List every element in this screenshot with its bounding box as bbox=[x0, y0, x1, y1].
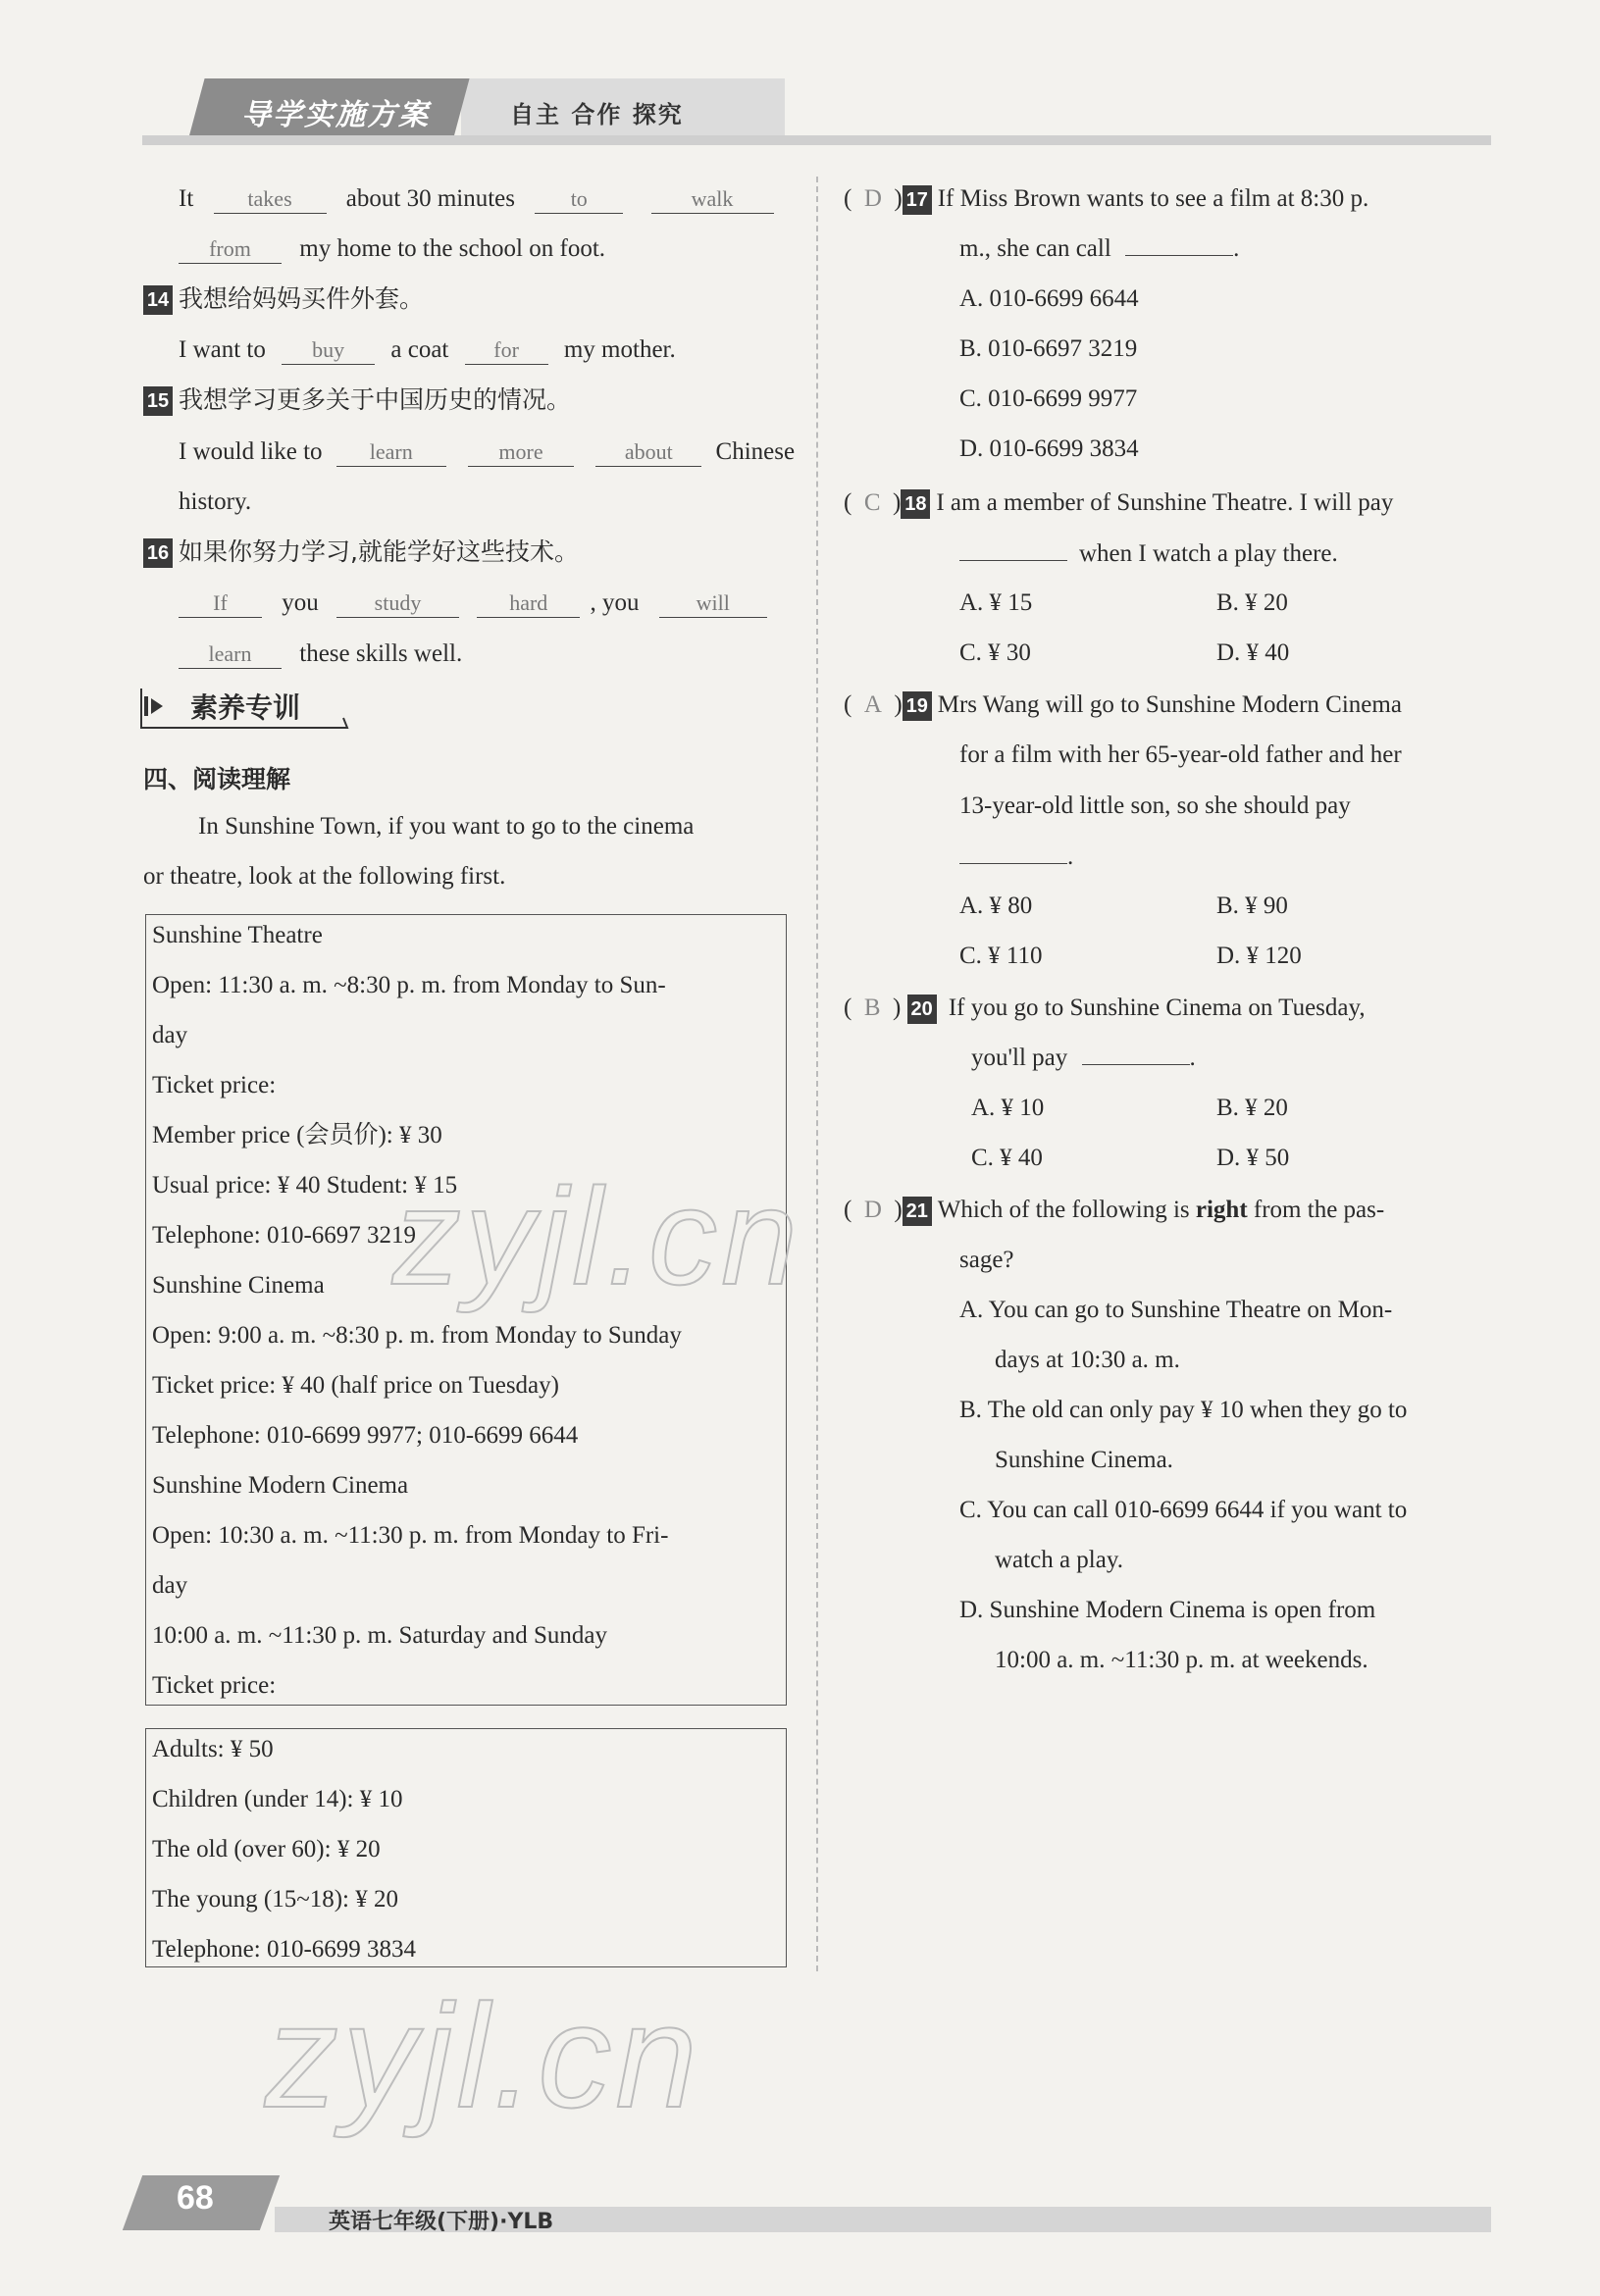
option: D. ¥ 120 bbox=[1216, 943, 1302, 969]
box-line: Open: 10:30 a. m. ~11:30 p. m. from Monday to Fri- bbox=[152, 1522, 669, 1549]
answer-blank bbox=[1082, 1064, 1190, 1065]
q19-stem-line4 bbox=[959, 841, 1073, 874]
answer-letter: D bbox=[863, 1197, 882, 1223]
text: It bbox=[179, 185, 194, 212]
q14-prompt bbox=[143, 282, 424, 316]
q18-stem-line2 bbox=[959, 537, 1338, 571]
question-text: Mrs Wang will go to Sunshine Modern Cinema bbox=[937, 691, 1402, 718]
answer-blank: from bbox=[179, 235, 282, 264]
q19-stem-line2: for a film with her 65-year-old father and her bbox=[959, 741, 1402, 768]
question-text: If Miss Brown wants to see a film at 8:30 p. bbox=[937, 185, 1369, 212]
question-text: Which of the following is bbox=[937, 1197, 1190, 1223]
option: A. 010-6699 6644 bbox=[959, 285, 1139, 312]
answer-bracket: ( B ) bbox=[844, 995, 902, 1021]
question-text: m., she can call bbox=[959, 235, 1111, 262]
text: . bbox=[1233, 235, 1240, 262]
option: A. ¥ 15 bbox=[959, 589, 1033, 616]
q19-stem-line3: 13-year-old little son, so she should pay bbox=[959, 792, 1351, 819]
passage-intro-line1: In Sunshine Town, if you want to go to the cinema bbox=[198, 813, 695, 840]
text: . bbox=[1067, 843, 1074, 870]
box-line: Open: 9:00 a. m. ~8:30 p. m. from Monday to Sunday bbox=[152, 1322, 682, 1349]
answer-blank: walk bbox=[651, 185, 774, 214]
answer-blank: about bbox=[595, 438, 701, 467]
q15-prompt bbox=[143, 383, 571, 417]
answer-blank bbox=[959, 863, 1067, 864]
box-line: Ticket price: bbox=[152, 1672, 277, 1699]
question-text: I am a member of Sunshine Theatre. I will pay bbox=[936, 489, 1394, 516]
q17-stem bbox=[844, 182, 1368, 216]
q13-line2 bbox=[179, 232, 605, 266]
box-line: The young (15~18): ¥ 20 bbox=[152, 1886, 398, 1913]
q17-stem-line2 bbox=[959, 232, 1239, 266]
question-number: 19 bbox=[903, 691, 932, 721]
option-cont: 10:00 a. m. ~11:30 p. m. at weekends. bbox=[995, 1647, 1368, 1673]
text: you bbox=[282, 589, 319, 616]
question-number: 16 bbox=[143, 538, 173, 568]
answer-blank bbox=[1125, 255, 1233, 256]
question-number: 15 bbox=[143, 386, 173, 416]
header-subtitle: 自主 合作 探究 bbox=[510, 101, 684, 128]
answer-letter: C bbox=[863, 489, 881, 516]
answer-letter: B bbox=[863, 995, 881, 1021]
option: A. ¥ 10 bbox=[971, 1095, 1045, 1121]
subsection-title: 四、阅读理解 bbox=[143, 765, 291, 793]
answer-blank: hard bbox=[477, 589, 580, 618]
text: , you bbox=[590, 589, 640, 616]
question-text: when I watch a play there. bbox=[1079, 540, 1338, 567]
option: C. ¥ 110 bbox=[959, 943, 1043, 969]
box-line: Open: 11:30 a. m. ~8:30 p. m. from Monday to Sun- bbox=[152, 972, 666, 998]
question-number: 20 bbox=[907, 995, 937, 1024]
box-line: Telephone: 010-6699 3834 bbox=[152, 1936, 417, 1963]
watermark-logo: zyjl.cn bbox=[265, 1973, 701, 2138]
text: these skills well. bbox=[299, 640, 463, 667]
option: D. ¥ 40 bbox=[1216, 639, 1290, 666]
option: B. ¥ 90 bbox=[1216, 893, 1288, 919]
text: I would like to bbox=[179, 438, 323, 465]
question-number: 14 bbox=[143, 285, 173, 315]
box-line: Sunshine Cinema bbox=[152, 1272, 325, 1299]
footer-book-title: 英语七年级(下册)·YLB bbox=[329, 2210, 554, 2234]
question-number: 17 bbox=[903, 185, 932, 215]
q20-stem-line2 bbox=[971, 1042, 1196, 1075]
text: my mother. bbox=[563, 336, 676, 363]
header-title: 导学实施方案 bbox=[241, 98, 430, 132]
q18-stem bbox=[844, 486, 1393, 520]
question-number: 21 bbox=[903, 1197, 932, 1226]
option-cont: Sunshine Cinema. bbox=[995, 1447, 1173, 1473]
box-line: Ticket price: ¥ 40 (half price on Tuesday) bbox=[152, 1372, 559, 1399]
box-line: day bbox=[152, 1572, 188, 1599]
option: D. Sunshine Modern Cinema is open from bbox=[959, 1597, 1376, 1623]
question-text: from the pas- bbox=[1253, 1197, 1385, 1223]
box-line: Usual price: ¥ 40 Student: ¥ 15 bbox=[152, 1172, 458, 1199]
box-line: Sunshine Modern Cinema bbox=[152, 1472, 409, 1499]
box-line: Telephone: 010-6697 3219 bbox=[152, 1222, 417, 1249]
option: A. ¥ 80 bbox=[959, 893, 1033, 919]
chinese-sentence: 如果你努力学习,就能学好这些技术。 bbox=[179, 537, 579, 566]
answer-letter: D bbox=[863, 185, 882, 212]
q19-stem bbox=[844, 689, 1402, 722]
column-divider bbox=[816, 177, 818, 1971]
q16-answer-line1 bbox=[179, 587, 767, 620]
answer-blank: for bbox=[465, 336, 548, 365]
option: C. You can call 010-6699 6644 if you want to bbox=[959, 1497, 1408, 1523]
text: I want to bbox=[179, 336, 266, 363]
box-line: Ticket price: bbox=[152, 1072, 277, 1098]
q15-answer-line bbox=[179, 435, 795, 469]
page-number: 68 bbox=[177, 2179, 214, 2217]
emphasis-word: right bbox=[1195, 1197, 1248, 1223]
box-line: The old (over 60): ¥ 20 bbox=[152, 1836, 381, 1862]
option: D. 010-6699 3834 bbox=[959, 435, 1139, 462]
answer-blank bbox=[959, 560, 1067, 561]
answer-letter: A bbox=[863, 691, 882, 718]
box-line: Member price (会员价): ¥ 30 bbox=[152, 1122, 442, 1148]
q13-line1 bbox=[179, 182, 774, 216]
q20-stem bbox=[844, 992, 1366, 1025]
answer-blank: learn bbox=[179, 640, 282, 669]
watermark-logo: zyjl.cn bbox=[392, 1159, 801, 1313]
ticket-price-box bbox=[145, 1728, 787, 1967]
answer-blank: takes bbox=[214, 185, 327, 214]
answer-blank: will bbox=[659, 589, 767, 618]
question-text: you'll pay bbox=[971, 1045, 1068, 1071]
text: . bbox=[1189, 1045, 1196, 1071]
box-line: Sunshine Theatre bbox=[152, 922, 323, 948]
answer-blank: to bbox=[535, 185, 623, 214]
answer-blank: study bbox=[336, 589, 459, 618]
q16-answer-line2 bbox=[179, 638, 462, 671]
option: B. 010-6697 3219 bbox=[959, 335, 1138, 362]
chinese-sentence: 我想给妈妈买件外套。 bbox=[179, 284, 425, 313]
answer-blank: If bbox=[179, 589, 262, 618]
question-text: If you go to Sunshine Cinema on Tuesday, bbox=[948, 995, 1366, 1021]
option: D. ¥ 50 bbox=[1216, 1145, 1290, 1171]
section-title: 素养专训 bbox=[190, 691, 301, 724]
q21-stem bbox=[844, 1194, 1384, 1227]
option-cont: days at 10:30 a. m. bbox=[995, 1347, 1180, 1373]
q21-stem-line2: sage? bbox=[959, 1247, 1014, 1273]
box-line: Children (under 14): ¥ 10 bbox=[152, 1786, 403, 1812]
option: B. ¥ 20 bbox=[1216, 1095, 1288, 1121]
q14-answer-line bbox=[179, 333, 676, 367]
box-line: day bbox=[152, 1022, 188, 1048]
text: a coat bbox=[390, 336, 449, 363]
option: C. 010-6699 9977 bbox=[959, 385, 1138, 412]
answer-blank: buy bbox=[282, 336, 375, 365]
option: B. ¥ 20 bbox=[1216, 589, 1288, 616]
text: about 30 minutes bbox=[345, 185, 515, 212]
answer-blank: learn bbox=[336, 438, 446, 467]
answer-bracket: ( C ) bbox=[844, 489, 902, 516]
option: C. ¥ 30 bbox=[959, 639, 1031, 666]
option: C. ¥ 40 bbox=[971, 1145, 1043, 1171]
question-number: 18 bbox=[901, 489, 930, 519]
text: Chinese bbox=[715, 438, 796, 465]
option: A. You can go to Sunshine Theatre on Mon- bbox=[959, 1297, 1393, 1323]
text: my home to the school on foot. bbox=[299, 235, 606, 262]
passage-intro-line2: or theatre, look at the following first. bbox=[143, 863, 506, 890]
box-line: Telephone: 010-6699 9977; 010-6699 6644 bbox=[152, 1422, 579, 1449]
header-rule bbox=[142, 135, 1491, 145]
option-cont: watch a play. bbox=[995, 1547, 1123, 1573]
answer-bracket: ( D ) bbox=[844, 185, 903, 212]
option: B. The old can only pay ¥ 10 when they go to bbox=[959, 1397, 1408, 1423]
answer-bracket: ( A ) bbox=[844, 691, 903, 718]
section-title-frame bbox=[137, 685, 353, 734]
box-line: 10:00 a. m. ~11:30 p. m. Saturday and Sunday bbox=[152, 1622, 607, 1649]
answer-bracket: ( D ) bbox=[844, 1197, 903, 1223]
box-line: Adults: ¥ 50 bbox=[152, 1736, 274, 1762]
answer-blank: more bbox=[468, 438, 574, 467]
q15-line2: history. bbox=[179, 488, 252, 515]
q16-prompt bbox=[143, 536, 579, 569]
chinese-sentence: 我想学习更多关于中国历史的情况。 bbox=[179, 385, 572, 414]
